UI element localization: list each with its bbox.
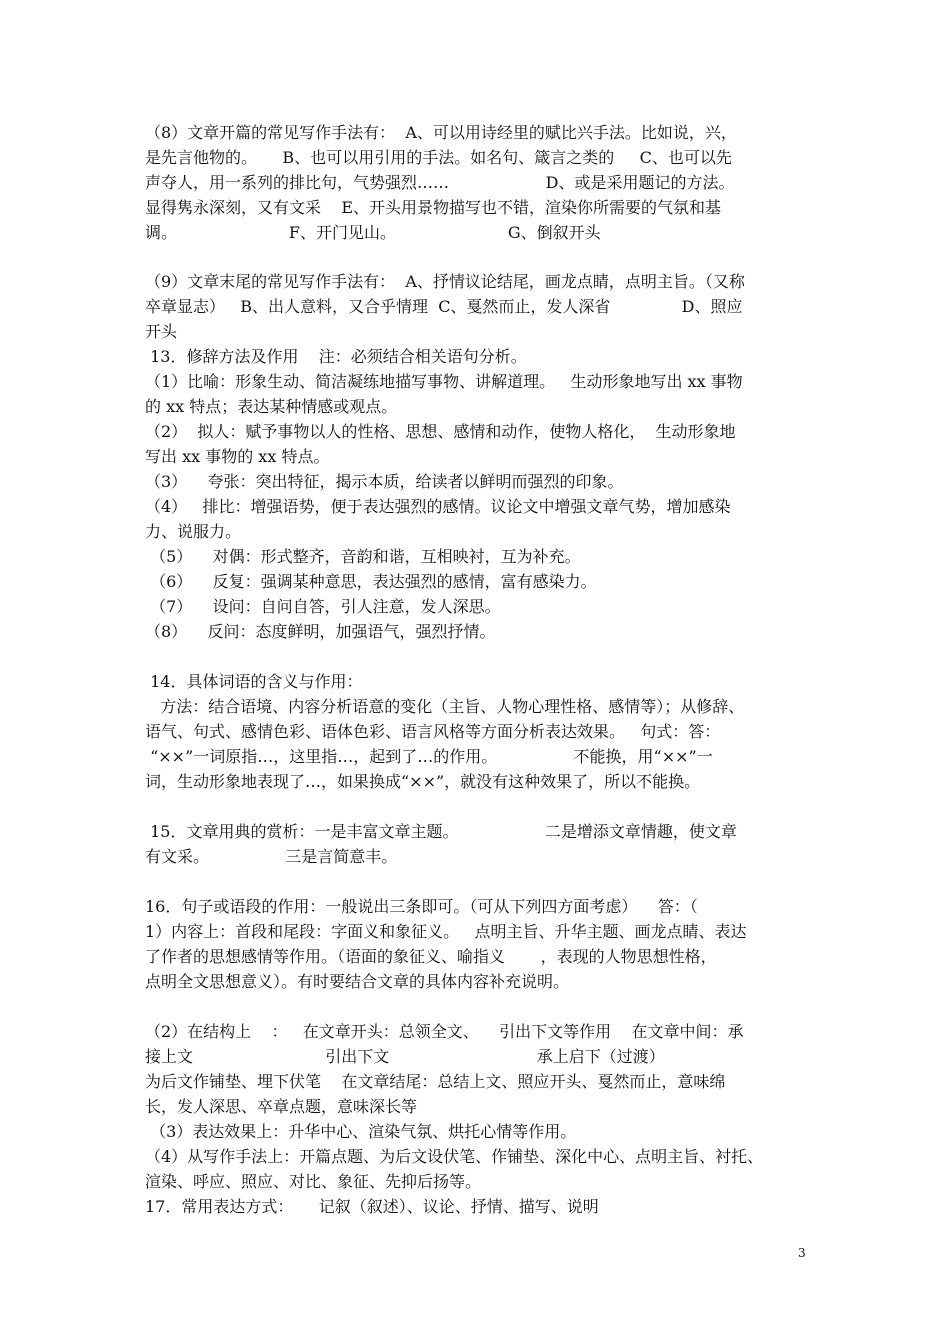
text-line: 的 xx 特点；表达某种情感或观点。 — [145, 397, 398, 416]
text-line: 渲染、呼应、照应、对比、象征、先抑后扬等。 — [145, 1172, 482, 1191]
text-line: 开头 — [145, 322, 178, 341]
text-line: （2）在结构上 ： 在文章开头：总领全文、 引出下文等作用 在文章中间：承 — [145, 1022, 744, 1041]
text-line: （6） 反复：强调某种意思，表达强烈的感情，富有感染力。 — [145, 572, 597, 591]
text-line: 有文采。 三是言简意丰。 — [145, 847, 398, 866]
text-line: 1）内容上：首段和尾段：字面义和象征义。 点明主旨、升华主题、画龙点睛、表达 — [145, 922, 747, 941]
text-line: 声夺人，用一系列的排比句，气势强烈…… D、或是采用题记的方法。 — [145, 173, 735, 192]
text-line: 方法：结合语境、内容分析语意的变化（主旨、人物心理性格、感情等）；从修辞、 — [145, 697, 745, 716]
text-line: 语气、句式、感情色彩、语体色彩、语言风格等方面分析表达效果。 句式：答： — [145, 722, 721, 741]
text-line: 调。 F、开门见山。 G、倒叙开头 — [145, 223, 601, 242]
section-heading: 17．常用表达方式： 记叙（叙述）、议论、抒情、描写、说明 — [145, 1197, 599, 1216]
text-line: 点明全文思想意义）。有时要结合文章的具体内容补充说明。 — [145, 972, 570, 991]
text-line: 为后文作铺垫、埋下伏笔 在文章结尾：总结上文、照应开头、戛然而止，意味绵 — [145, 1072, 726, 1091]
text-line: 写出 xx 事物的 xx 特点。 — [145, 447, 330, 466]
text-line: 显得隽永深刻，又有文采 E、开头用景物描写也不错，渲染你所需要的气氛和基 — [145, 198, 722, 217]
text-line: “××”一词原指…，这里指…，起到了…的作用。 不能换，用“××”一 — [145, 747, 713, 766]
text-line: （5） 对偶：形式整齐，音韵和谐，互相映衬，互为补充。 — [145, 547, 581, 566]
text-line: （7） 设问：自问自答，引人注意，发人深思。 — [145, 597, 501, 616]
text-line: 卒章显志） B、出人意料，又合乎情理 C、戛然而止，发人深省 D、照应 — [145, 297, 743, 316]
text-line: 是先言他物的。 B、也可以用引用的手法。如名句、箴言之类的 C、也可以先 — [145, 148, 732, 167]
text-line: 长，发人深思、卒章点题，意味深长等 — [145, 1097, 418, 1116]
text-line: 力、说服力。 — [145, 522, 242, 541]
text-line: 词，生动形象地表现了…，如果换成“××”，就没有这种效果了，所以不能换。 — [145, 772, 701, 791]
text-line: （9）文章末尾的常见写作手法有： A、抒情议论结尾，画龙点睛，点明主旨。（又称 — [145, 272, 745, 291]
page-number: 3 — [798, 1246, 806, 1260]
section-heading: 15．文章用典的赏析：一是丰富文章主题。 二是增添文章情趣，使文章 — [145, 822, 737, 841]
text-line: （8） 反问：态度鲜明，加强语气，强烈抒情。 — [145, 622, 496, 641]
text-line: （4） 排比：增强语势，便于表达强烈的感情。议论文中增强文章气势，增加感染 — [145, 497, 731, 516]
text-line: 接上文 引出下文 承上启下（过渡） — [145, 1047, 665, 1066]
section-heading: 16．句子或语段的作用：一般说出三条即可。（可从下列四方面考虑） 答：（ — [145, 897, 698, 916]
text-line: （2） 拟人：赋予事物以人的性格、思想、感情和动作，使物人格化， 生动形象地 — [145, 422, 736, 441]
text-line: （3）表达效果上：升华中心、渲染气氛、烘托心情等作用。 — [145, 1122, 577, 1141]
section-heading: 13．修辞方法及作用 注：必须结合相关语句分析。 — [145, 347, 527, 366]
section-heading: 14．具体词语的含义与作用： — [145, 672, 363, 691]
text-line: （3） 夸张：突出特征，揭示本质，给读者以鲜明而强烈的印象。 — [145, 472, 624, 491]
text-line: （8）文章开篇的常见写作手法有： A、可以用诗经里的赋比兴手法。比如说，兴， — [145, 123, 737, 142]
text-line: 了作者的思想感情等作用。（语面的象征义、喻指义 ，表现的人物思想性格， — [145, 947, 717, 966]
text-line: （1）比喻：形象生动、简洁凝练地描写事物、讲解道理。 生动形象地写出 xx 事物 — [145, 372, 743, 391]
text-line: （4）从写作手法上：开篇点题、为后文设伏笔、作铺垫、深化中心、点明主旨、衬托、 — [145, 1147, 764, 1166]
